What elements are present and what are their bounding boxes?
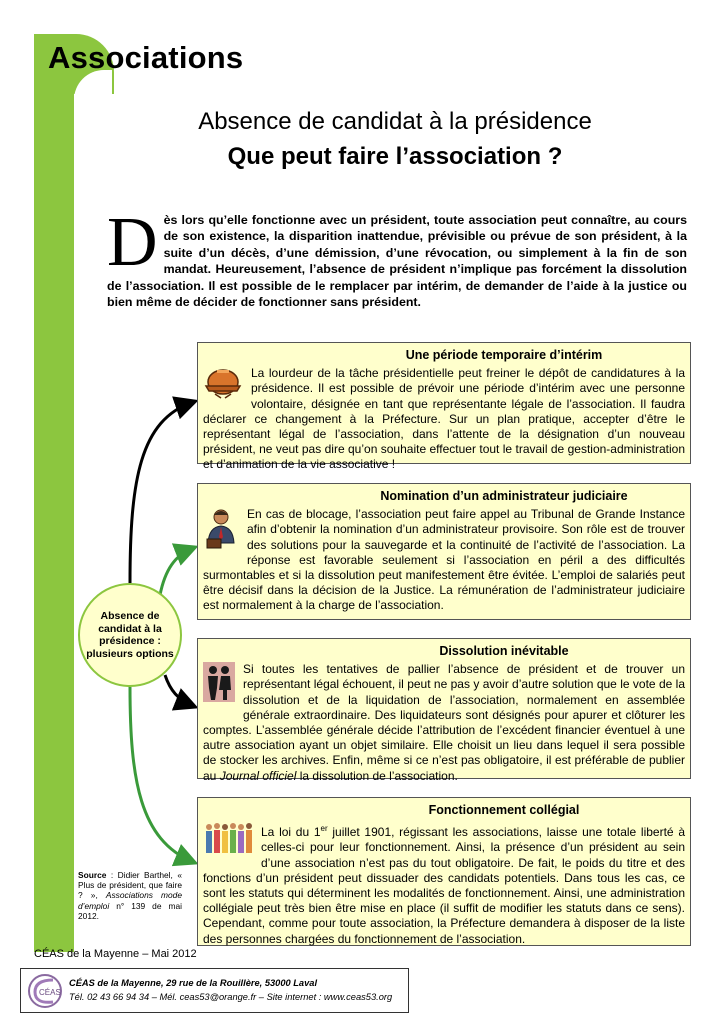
page-subtitle: Absence de candidat à la présidence [198,108,592,135]
green-side-bar [34,34,74,952]
arrow-to-interim [130,402,193,583]
option-text: En cas de blocage, l’association peut faire appel au Tribunal de Grande Instance afin d’obtenir la nomination d’un administrateur provisoire. Son rôle est de trouver des solutions pour la sauvegarde et la continuité de l’activité de l’association. La réponse est favorable seulement si l’association en péril a des difficultés surmontables et si la dissolution peut manifestement être évitée. L’emploi de salariés peut être décisif dans la décision de la Justice. La rémunération de l’administrateur judiciaire est normalement à la charge de l’association. [203,507,685,613]
option-title: Fonctionnement collégial [428,803,580,817]
group-of-people-icon [203,821,253,859]
ceas-logo-icon [25,972,65,1015]
source-note [78,870,182,921]
option-text: La lourdeur de la tâche présidentielle peut freiner le dépôt de candidatures à la présidence. Il est possible de prévoir une période d’intérim avec une personne volontaire, désignée en tant que représentante légale de l’association. Il faudra déclarer ce changement à la Préfecture. Sur un plan pratique, accepter d’être le représentant légal de l’association, dans l’attente de la désignation d’un nouveau président, ne veut pas dire qu’on souhaite effectuer tout le travail de gestion-administration et d’animation de la vie associative ! [203,366,685,472]
source-label: Source [78,870,107,880]
intro-text: ès lors qu’elle fonctionne avec un président, toute association peut connaître, au cours de son existence, la disparition inattendue, prévisible ou prévue de son président, à la suite d’un décès, d’une démission, d’une révocation, ou simplement à la fin de son mandat. Heureusement, l’absence de président n’implique pas forcément la dissolution de l’association. Il est possible de le remplacer par intérim, de demander de l’aide à la justice ou bien même de décider de fonctionner sans président. [107,213,687,310]
option-text-part: Si toutes les tentatives de pallier l’absence de président et de trouver un représentant légal échouent, il peut ne pas y avoir d’autre solution que le vote de la dissolution et de la liquidation de l’association, normalement en assemblée générale extraordinaire. Des liquidateurs sont désignés pour apurer et clôturer les comptes. L’assemblée générale décide l’attribution de l’excédent financier éventuel à une autre association ayant un objet similaire. Elle choisit un lieu dans lequel il sera possible de stocker les archives. Enfin, même si ce n’est pas obligatoire, il est préférable de publier au [203,662,685,783]
option-box-dissolution [197,638,691,783]
footer-credit: CÉAS de la Mayenne – Mai 2012 [34,948,197,960]
option-box-interim [197,342,691,472]
intro-paragraph [107,204,687,310]
arrow-to-collegial [130,687,193,862]
arrow-to-dissolution [165,675,193,706]
drop-cap: D [107,204,158,281]
center-label: Absence de candidat à la présidence : plusieurs options [86,610,174,660]
option-text [203,662,685,782]
center-circle [78,583,182,687]
option-box-collegial [197,797,691,946]
logo-text: CÉAS [39,988,61,997]
option-title: Dissolution inévitable [439,644,569,658]
superscript: er [320,824,328,834]
page-question: Que peut faire l’association ? [227,143,563,170]
footer-box [20,968,409,1013]
work-helmet-icon [203,366,243,404]
arrow-to-administrateur [160,548,193,595]
source-text: : Didier Barthel, « Plus de président, que faire ? », [78,870,182,901]
businessman-icon [203,507,239,553]
footer-address: CÉAS de la Mayenne, 29 rue de la Rouillère, 53000 Laval [69,978,318,988]
source-publication: Associations mode d’emploi [78,890,183,911]
option-box-administrateur [197,483,691,620]
silhouettes-icon [203,662,235,706]
footer-contact: Tél. 02 43 66 94 34 – Mél. ceas53@orange.fr – Site internet : www.ceas53.org [69,992,393,1002]
option-text [203,825,685,945]
source-text: n° 139 de mai 2012. [78,900,182,921]
page-title: Associations [48,40,244,75]
option-text-part: juillet 1901, régissant les associations, laisse une totale liberté à celles-ci pour leur fonctionnement. Ainsi, la présence d’un président au sein d’une association n’est pas du tout obligatoire. De fait, le poids du titre et des fonctions d’un président peut dissuader des candidats potentiels. Dans tous les cas, ce sont les statuts qui déterminent les modalités de fonctionnement. Ainsi, une administration collégiale peut très bien être mise en place (il suffit de modifier les statuts dans ce sens). Cependant, comme pour toute association, la Préfecture demandera à disposer de la liste des personnes chargées du fonctionnement de l’association. [203,825,685,946]
option-text-part: la dissolution de l’association. [296,768,458,783]
option-title: Nomination d’un administrateur judiciaire [380,489,628,503]
option-title: Une période temporaire d’intérim [405,348,603,362]
journal-officiel: Journal officiel [219,768,297,783]
option-text-part: La loi du 1 [261,825,321,840]
